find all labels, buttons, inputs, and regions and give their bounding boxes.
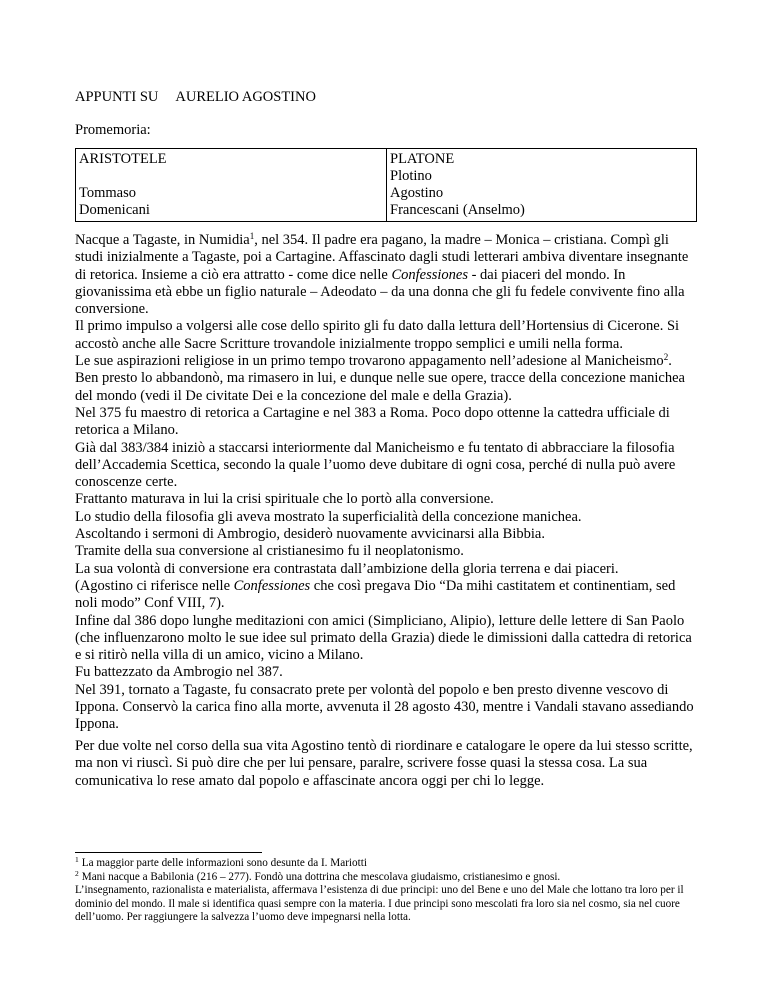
- aristotele-followers: [79, 185, 150, 219]
- paragraph: Infine dal 386 dopo lunghe meditazioni con amici (Simpliciano, Alipio), letture delle lettere di San Paolo (che influenzarono molto le sue idee sul primato della Grazia) diede le dimissioni dalla cattedra di retorica e si ritirò nella villa di un amico, vicino a Milano.: [75, 612, 692, 664]
- footnotes: [75, 857, 697, 925]
- paragraph: Tramite della sua conversione al cristianesimo fu il neoplatonismo.: [75, 543, 464, 560]
- biography-text: [75, 232, 697, 734]
- aristotele-label: ARISTOTELE: [79, 151, 167, 167]
- footnote-1: $^1$ La maggior parte delle informazioni sono desunte da I. Mariotti: [75, 855, 367, 869]
- memo-label: Promemoria:: [75, 122, 151, 138]
- memo-table-left-cell: [76, 149, 387, 222]
- document-heading: [75, 89, 316, 106]
- footnote-ref-2[interactable]: 2: [663, 352, 669, 363]
- memo-table: [75, 148, 697, 222]
- closing-paragraph: Per due volte nel corso della sua vita Agostino tentò di riordinare e catalogare le opere da lui stesso scritte, ma non vi riuscì. Si può dire che per lui pensare, paralre, scrivere fosse quasi la stessa cosa. La sua comunicativa lo rese amato dal popolo e affascinate ancora oggi per chi lo legge.: [75, 738, 693, 789]
- paragraph: Il primo impulso a volgersi alle cose dello spirito gli fu dato dalla lettura dell’Hortensius di Cicerone. Si accostò anche alle Sacre Scritture trovandole inizialmente troppo semplici e umili nella forma.: [75, 318, 680, 352]
- platone-label: PLATONE: [390, 151, 455, 167]
- paragraph: Nel 391, tornato a Tagaste, fu consacrato prete per volontà del popolo e ben presto divenne vescovo di Ippona. Conservò la carica fino alla morte, avvenuta il 28 agosto 430, mentre i Vandali stavano assediando Ippona.: [75, 681, 694, 733]
- follower-plotino: Plotino: [390, 168, 432, 184]
- footnote-2-continued: L’insegnamento, razionalista e materialista, affermava l’esistenza di due principi: uno del Bene e uno del Male che lottano tra loro per il dominio del mondo. Il male si identifica quasi sempre con la materia. I due principi sono mescolati fra loro sia nel cosmo, sia nel cuore dell’uomo. Per raggiungere la salvezza l’uomo deve impegnarsi nella lotta.: [75, 884, 684, 924]
- follower-agostino: Agostino: [390, 185, 444, 201]
- follower-francescani: Francescani (Anselmo): [390, 202, 525, 218]
- paragraph: (Agostino ci riferisce nelle Confessiones che così pregava Dio “Da mihi castitatem et continentiam, sed noli modo” Conf VIII, 7).: [75, 577, 676, 612]
- paragraph: Fu battezzato da Ambrogio nel 387.: [75, 664, 283, 681]
- footnote-ref-1[interactable]: 1: [249, 231, 255, 241]
- follower-tommaso: Tommaso: [79, 185, 136, 201]
- paragraph: Nacque a Tagaste, in Numidia$^1$, nel 354. Il padre era pagano, la madre – Monica – cristiana. Compì gli studi inizialmente a Tagaste, poi a Cartagine. Affascinato dagli studi letterari ambiva diventare insegnante di retorica. Insieme a ciò era attratto - come dice nelle Confessiones - dai piaceri del mondo. In giovanissima età ebbe un figlio naturale – Adeodato – da una donna che gli fu fedele convivente fino alla conversione.: [75, 231, 689, 318]
- heading-prefix: APPUNTI SU: [75, 89, 159, 105]
- paragraph: Ascoltando i sermoni di Ambrogio, desiderò nuovamente avvicinarsi alla Bibbia.: [75, 526, 545, 543]
- paragraph: La sua volontà di conversione era contrastata dall’ambizione della gloria terrena e dai piaceri.: [75, 560, 619, 577]
- memo-table-right-cell: [387, 149, 697, 222]
- follower-domenicani: Domenicani: [79, 202, 150, 218]
- footnote-separator: [75, 852, 262, 853]
- paragraph: Le sue aspirazioni religiose in un primo tempo trovarono appagamento nell’adesione al Manicheismo$^2$. Ben presto lo abbandonò, ma rimasero in lui, e dunque nelle sue opere, tracce della concezione manichea del mondo (vedi il De civitate Dei e la concezione del male e della Grazia).: [75, 352, 685, 404]
- footnote-2: $^2$ Mani nacque a Babilonia (216 – 277). Fondò una dottrina che mescolava giudaismo, cristianesimo e gnosi.: [75, 868, 561, 883]
- paragraph: Lo studio della filosofia gli aveva mostrato la superficialità della concezione manichea.: [75, 508, 582, 525]
- heading-title: AURELIO AGOSTINO: [175, 89, 316, 105]
- paragraph: Già dal 383/384 iniziò a staccarsi interiormente dal Manicheismo e fu tentato di abbracciare la filosofia dell’Accademia Scettica, secondo la quale l’uomo deve dubitare di ogni cosa, perché di nulla può avere conoscenze certe.: [75, 439, 676, 491]
- paragraph: Frattanto maturava in lui la crisi spirituale che lo portò alla conversione.: [75, 491, 494, 508]
- paragraph: Nel 375 fu maestro di retorica a Cartagine e nel 383 a Roma. Poco dopo ottenne la cattedra ufficiale di retorica a Milano.: [75, 404, 670, 439]
